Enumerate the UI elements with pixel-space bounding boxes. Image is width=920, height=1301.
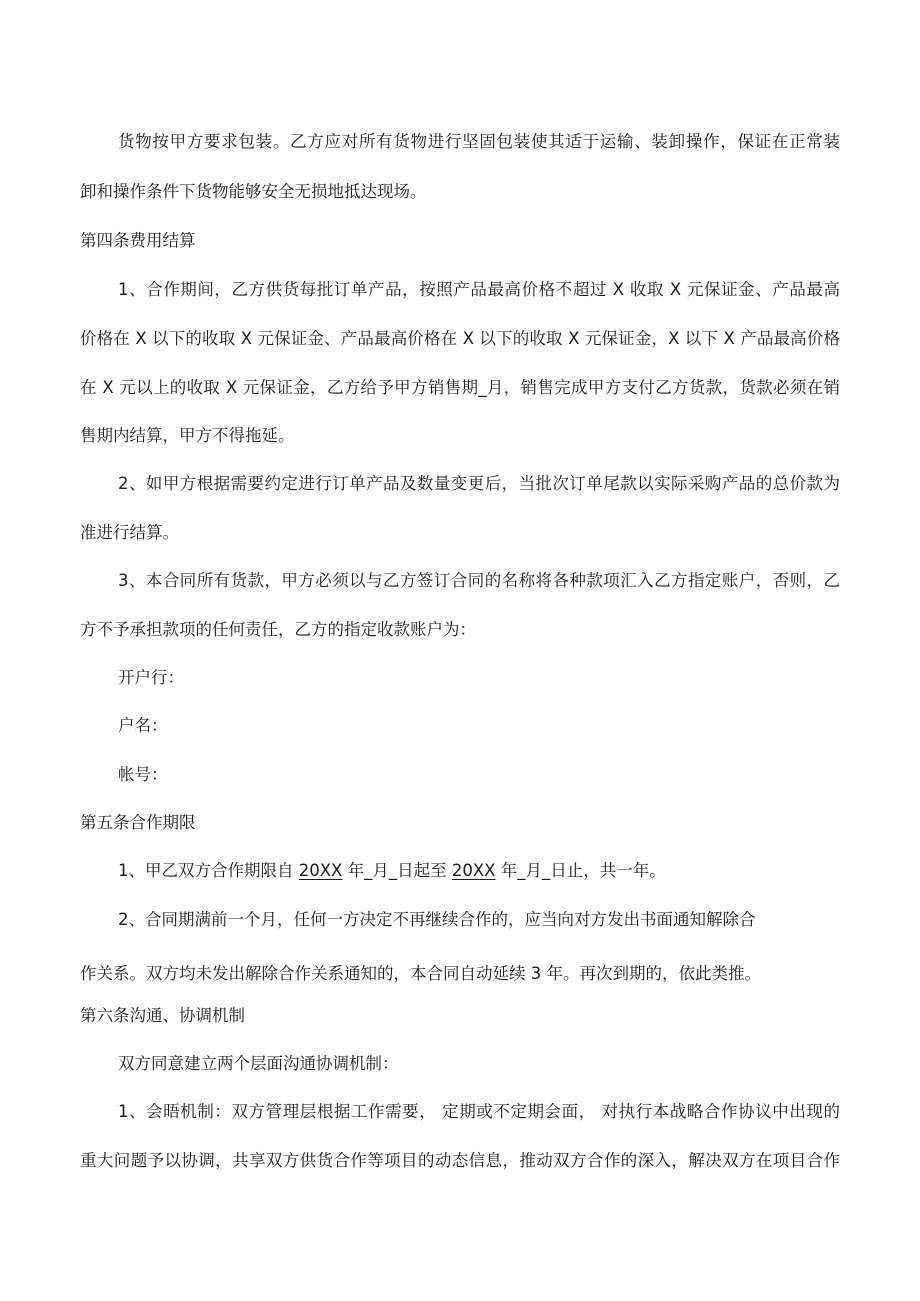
clause-4-1-line: 售期内结算，甲方不得拖延。 (80, 426, 295, 445)
end-year: 20XX (451, 861, 496, 880)
clause-5-2-line: 2、合同期满前一个月，任何一方决定不再继续合作的，应当向对方发出书面通知解除合 (118, 910, 756, 929)
clause-5-1-text: 1、甲乙双方合作期限自 (118, 861, 299, 880)
paragraph-line: 货物按甲方要求包装。乙方应对所有货物进行坚固包装使其适于运输、装卸操作，保证在正常装 (118, 132, 840, 151)
clause-4-2-line: 准进行结算。 (80, 523, 179, 542)
paragraph-line: 卸和操作条件下货物能够安全无损地抵达现场。 (80, 182, 427, 201)
clause-4-1-line: 1、合作期间，乙方供货每批订单产品，按照产品最高价格不超过 X 收取 X 元保证金、产品最高 (118, 280, 840, 299)
clause-5-1-text: 年_月_日止，共一年。 (495, 861, 666, 880)
clause-6-1-line: 1、会晤机制：双方管理层根据工作需要， 定期或不定期会面， 对执行本战略合作协议中出现的 (118, 1102, 840, 1121)
article-4-heading: 第四条费用结算 (80, 231, 196, 250)
clause-4-3-line: 3、本合同所有货款，甲方必须以与乙方签订合同的名称将各种款项汇入乙方指定账户，否则，乙 (118, 571, 840, 590)
account-name-label: 户名： (118, 716, 168, 735)
clause-4-3-line: 方不予承担款项的任何责任，乙方的指定收款账户为： (80, 620, 476, 639)
clause-5-2-line: 作关系。双方均未发出解除合作关系通知的，本合同自动延续 3 年。再次到期的，依此类推。 (80, 964, 761, 983)
bank-label: 开户行： (118, 668, 184, 687)
article-5-heading: 第五条合作期限 (80, 813, 196, 832)
article-6-heading: 第六条沟通、协调机制 (80, 1006, 245, 1025)
clause-5-1-line (118, 859, 840, 883)
start-year: 20XX (298, 861, 343, 880)
account-number-label: 帐号： (118, 765, 168, 784)
clause-4-2-line: 2、如甲方根据需要约定进行订单产品及数量变更后，当批次订单尾款以实际采购产品的总价款为 (118, 474, 840, 493)
clause-4-1-line: 价格在 X 以下的收取 X 元保证金、产品最高价格在 X 以下的收取 X 元保证金，X 以下 X 产品最高价格 (80, 329, 840, 348)
clause-6-1-line: 重大问题予以协调，共享双方供货合作等项目的动态信息，推动双方合作的深入，解决双方在项目合作 (80, 1151, 840, 1170)
clause-5-1-text: 年_月_日起至 (342, 861, 452, 880)
article-6-intro: 双方同意建立两个层面沟通协调机制： (118, 1054, 399, 1073)
clause-4-1-line: 在 X 元以上的收取 X 元保证金，乙方给予甲方销售期_月，销售完成甲方支付乙方货款，货款必须在销 (80, 378, 840, 397)
